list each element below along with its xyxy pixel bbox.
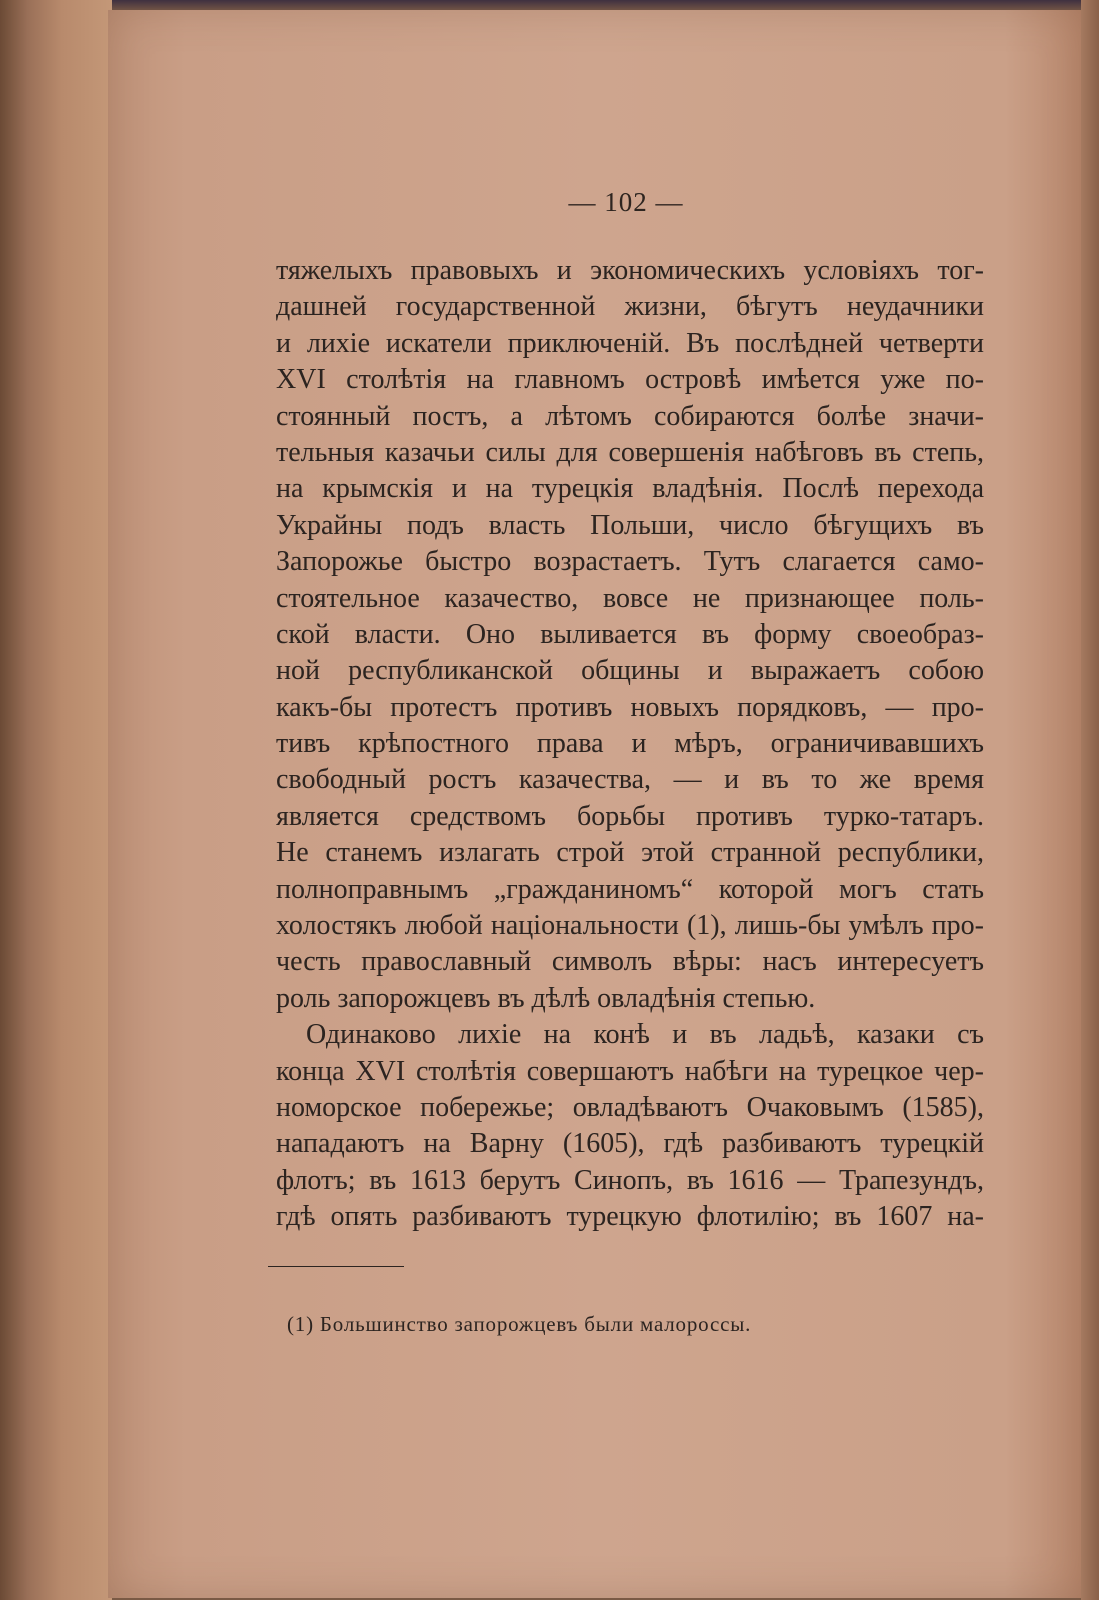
fore-edge xyxy=(1081,0,1099,1600)
text-line: конца XVI столѣтія совершаютъ набѣги на турецкое чер- xyxy=(276,1055,984,1087)
text-line: холостякъ любой національности (1), лишь-бы умѣлъ про- xyxy=(276,910,984,942)
text-line: честь православный символъ вѣры: насъ интересуетъ xyxy=(276,946,984,978)
text-line: ной республиканской общины и выражаетъ собою xyxy=(276,655,984,687)
text-line: дашней государственной жизни, бѣгутъ неудачники xyxy=(276,291,984,323)
text-line: полноправнымъ „гражданиномъ“ которой могъ стать xyxy=(276,873,984,905)
text-line: на крымскія и на турецкія владѣнія. Послѣ перехода xyxy=(276,473,984,505)
text-line: Не станемъ излагать строй этой странной республики, xyxy=(276,837,984,869)
text-line: ской власти. Оно выливается въ форму своеобраз- xyxy=(276,618,984,650)
text-line: Запорожье быстро возрастаетъ. Тутъ слагается само- xyxy=(276,546,984,578)
text-line: какъ-бы протестъ противъ новыхъ порядковъ, — про- xyxy=(276,691,984,723)
text-line: нападаютъ на Варну (1605), гдѣ разбиваютъ турецкій xyxy=(276,1128,984,1160)
paragraph-1 xyxy=(276,253,984,1017)
book-binding xyxy=(0,0,112,1600)
text-line: гдѣ опять разбиваютъ турецкую флотилію; въ 1607 на- xyxy=(276,1201,984,1233)
text-line: стоянный постъ, а лѣтомъ собираются болѣе значи- xyxy=(276,400,984,432)
text-line: свободный ростъ казачества, — и въ то же время xyxy=(276,764,984,796)
body-text xyxy=(276,253,984,1236)
text-line: роль запорожцевъ въ дѣлѣ овладѣнія степью. xyxy=(276,982,816,1014)
text-line: номорское побережье; овладѣваютъ Очаковымъ (1585), xyxy=(276,1091,984,1123)
footnote-rule xyxy=(268,1266,404,1267)
page-number: — 102 — xyxy=(568,187,684,217)
text-line: является средствомъ борьбы противъ турко-татаръ. xyxy=(276,800,984,832)
text-line: и лихіе искатели приключеній. Въ послѣдней четверти xyxy=(276,327,984,359)
text-line: Одинаково лихіе на конѣ и въ ладьѣ, казаки съ xyxy=(306,1019,984,1051)
text-line: тяжелыхъ правовыхъ и экономическихъ условіяхъ тог- xyxy=(276,255,984,286)
paragraph-2 xyxy=(276,1017,984,1235)
text-line: тивъ крѣпостного права и мѣръ, ограничивавшихъ xyxy=(276,728,984,760)
footnote: (1) Большинство запорожцевъ были малороссы. xyxy=(287,1312,752,1336)
text-line: Украйны подъ власть Польши, число бѣгущихъ въ xyxy=(276,509,984,541)
text-line: флотъ; въ 1613 берутъ Синопъ, въ 1616 — Трапезундъ, xyxy=(276,1164,984,1196)
text-line: тельныя казачьи силы для совершенія набѣговъ въ степь, xyxy=(276,436,984,468)
text-line: стоятельное казачество, вовсе не признающее поль- xyxy=(276,582,984,614)
text-line: XVI столѣтія на главномъ островѣ имѣется уже по- xyxy=(276,364,984,396)
